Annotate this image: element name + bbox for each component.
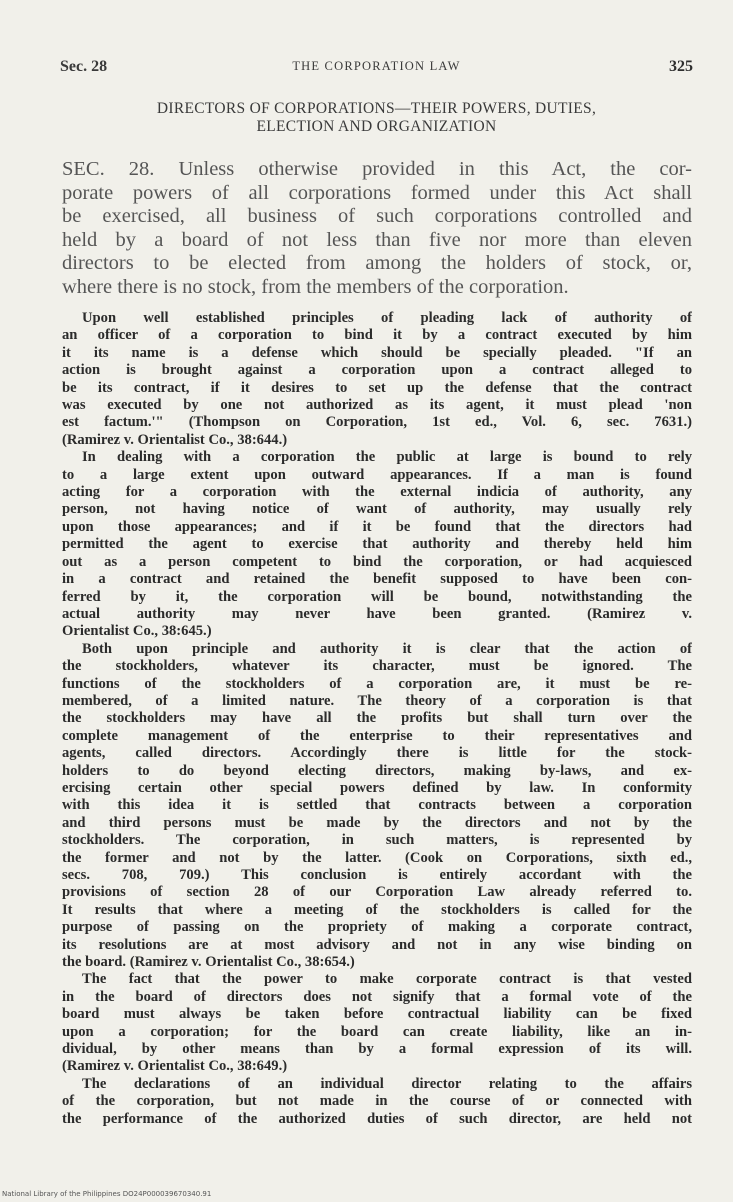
annotation-line: ercising certain other special powers defined by law. In conformity: [62, 779, 692, 796]
annotation-line: permitted the agent to exercise that authority and thereby held him: [62, 536, 692, 553]
annotation-line: agents, called directors. Accordingly there is little for the stock-: [62, 745, 692, 762]
annotation-line: an officer of a corporation to bind it by a contract executed by him: [62, 327, 692, 344]
annotation-paragraph: [62, 971, 692, 1075]
book-title: THE CORPORATION LAW: [292, 59, 461, 73]
running-head: [60, 58, 693, 78]
annotation-line: secs. 708, 709.) This conclusion is entirely accordant with the: [62, 867, 692, 883]
statute-line: porate powers of all corporations formed under this Act shall: [62, 181, 692, 204]
scan-credit: National Library of the Philippines DO24P000039670340.91: [2, 1190, 212, 1198]
annotation-line: Orientalist Co., 38:645.): [62, 623, 212, 640]
annotation-line: be its contract, if it desires to set up the defense that the contract: [62, 379, 692, 396]
annotation-line: (Ramirez v. Orientalist Co., 38:644.): [62, 431, 288, 448]
annotation-line: dividual, by other means than by a formal expression of its will.: [62, 1041, 692, 1058]
annotation-line: est factum.'" (Thompson on Corporation, 1st ed., Vol. 6, sec. 7631.): [62, 414, 692, 431]
annotation-line: functions of the stockholders of a corporation are, it must be re-: [62, 675, 692, 692]
statute-line: held by a board of not less than five nor more than eleven: [62, 228, 692, 251]
annotation-line: ferred by it, the corporation will be bound, notwithstanding the: [62, 588, 692, 605]
annotation-line: the stockholders may have all the profits but shall turn over the: [62, 710, 692, 727]
statute-line: be exercised, all business of such corporations controlled and: [62, 205, 692, 228]
annotation-line: (Ramirez v. Orientalist Co., 38:649.): [62, 1058, 288, 1075]
section-title: [60, 100, 693, 136]
annotation-paragraph: [62, 641, 692, 972]
annotation-line: of the corporation, but not made in the course of or connected with: [62, 1093, 692, 1110]
annotation-line: its resolutions are at most advisory and not in any wise binding on: [62, 936, 692, 953]
annotation-line: It results that where a meeting of the stockholders is called for the: [62, 901, 692, 918]
annotation-line: board must always be taken before contractual liability can be fixed: [62, 1006, 692, 1023]
annotation-line: upon a corporation; for the board can create liability, like an in-: [62, 1023, 692, 1040]
annotation-line: with this idea it is settled that contracts between a corporation: [62, 797, 692, 814]
annotation-line: in the board of directors does not signify that a formal vote of the: [62, 988, 692, 1005]
annotation-line: to a large extent upon outward appearances. If a man is found: [62, 466, 692, 483]
page-number: 325: [669, 58, 693, 75]
annotation-line: Both upon principle and authority it is clear that the action of: [82, 640, 692, 657]
annotation-line: the performance of the authorized duties of such director, are held not: [62, 1110, 692, 1127]
statute-line: where there is no stock, from the members of the corporation.: [62, 275, 569, 298]
annotation-line: it its name is a defense which should be specially pleaded. "If an: [62, 344, 692, 361]
annotation-line: Upon well established principles of pleading lack of authority of: [82, 310, 692, 326]
annotation-line: The fact that the power to make corporate contract is that vested: [82, 971, 692, 988]
annotation-line: acting for a corporation with the external indicia of authority, any: [62, 484, 692, 501]
annotation-line: in a contract and retained the benefit supposed to have been con-: [62, 571, 692, 588]
annotation-line: the former and not by the latter. (Cook on Corporations, sixth ed.,: [62, 849, 692, 866]
annotation-line: stockholders. The corporation, in such matters, is represented by: [62, 832, 692, 849]
annotation-line: actual authority may never have been granted. (Ramirez v.: [62, 605, 692, 622]
annotation-line: was executed by one not authorized as its agent, it must plead 'non: [62, 397, 692, 414]
annotation-line: holders to do beyond electing directors, making by-laws, and ex-: [62, 762, 692, 779]
annotation-line: In dealing with a corporation the public at large is bound to rely: [82, 449, 692, 466]
annotation-line: the stockholders, whatever its character, must be ignored. The: [62, 658, 692, 675]
annotation-paragraph: [62, 1076, 692, 1128]
annotation-line: out as a person competent to bind the corporation, or had acquiesced: [62, 553, 692, 570]
annotation-paragraph: [62, 310, 692, 449]
annotation-line: upon those appearances; and if it be found that the directors had: [62, 518, 692, 535]
annotation-line: purpose of passing on the propriety of making a corporate contract,: [62, 919, 692, 936]
annotation-line: provisions of section 28 of our Corporation Law already referred to.: [62, 884, 692, 901]
statute-line: directors to be elected from among the holders of stock, or,: [62, 252, 692, 275]
annotation-line: the board. (Ramirez v. Orientalist Co., 38:654.): [62, 954, 355, 971]
annotation-line: action is brought against a corporation upon a contract alleged to: [62, 362, 692, 379]
section-title-line: ELECTION AND ORGANIZATION: [256, 118, 497, 135]
annotation-line: complete management of the enterprise to their representatives and: [62, 727, 692, 744]
annotation-line: membered, of a limited nature. The theory of a corporation is that: [62, 692, 692, 709]
annotation-line: and third persons must be made by the directors and not by the: [62, 814, 692, 831]
annotation-paragraph: [62, 449, 692, 640]
annotation-line: person, not having notice of want of authority, may usually rely: [62, 501, 692, 518]
section-title-line: DIRECTORS OF CORPORATIONS—THEIR POWERS, DUTIES,: [156, 100, 597, 117]
section-number: Sec. 28: [60, 58, 108, 75]
annotations: [62, 310, 692, 1128]
annotation-line: The declarations of an individual director relating to the affairs: [82, 1075, 692, 1092]
statute-text: [62, 158, 692, 300]
statute-line: SEC. 28. Unless otherwise provided in this Act, the cor-: [62, 158, 692, 180]
